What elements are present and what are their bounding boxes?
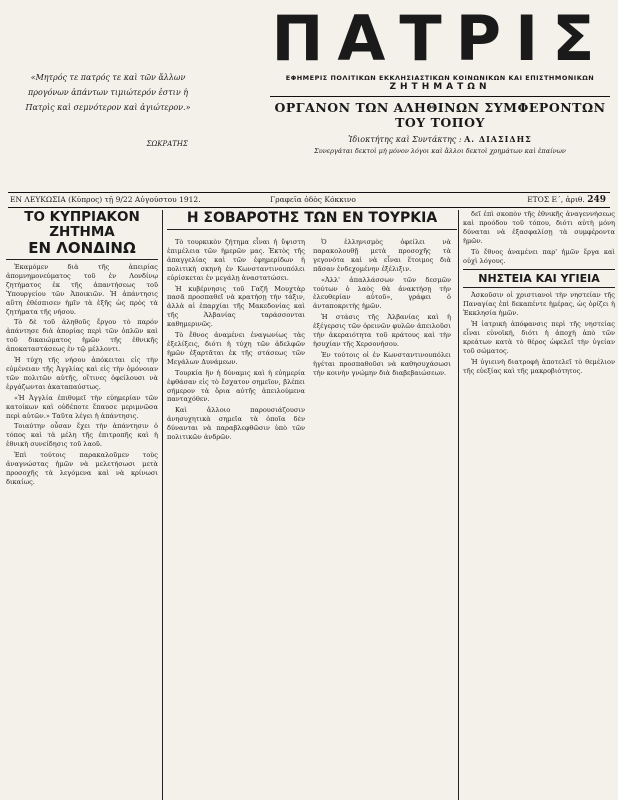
paragraph: Ἐν τούτοις οἱ ἐν Κωνσταντινουπόλει ἡγέται προσπαθοῦσι νὰ καθησυχάσωσι τὴν κοινὴν γνώμην διὰ διαβεβαιώσεων. xyxy=(313,350,451,377)
article-body xyxy=(463,291,615,375)
article-subtitle: ΕΝ ΛΟΝΔΙΝΩ xyxy=(28,239,136,257)
paragraph: Ἡ στάσις τῆς Ἀλβανίας καὶ ἡ ἐξέγερσις τῶν ὀρεινῶν φυλῶν ἀπειλοῦσι τὴν ἀκεραιότητα τοῦ κράτους καὶ τὴν ἡσυχίαν τῆς Χερσονήσου. xyxy=(313,313,451,348)
divider xyxy=(6,259,158,260)
article-body-left xyxy=(167,238,305,444)
paragraph: Ἐπὶ τούτοις παρακαλοῦμεν τοὺς ἀναγνώστας ἡμῶν νὰ μελετήσωσι μετὰ προσοχῆς τὰ λεγόμενα καὶ νὰ κρίνωσι δικαίως. xyxy=(6,451,158,486)
paragraph: Τὸ δὲ τοῦ ἀληθοῦς ἔργου τὸ παρόν ἀπάντησε διὰ ἀπορίας περὶ τῶν ὁπλῶν καὶ τοῦ δικαιώματος ἡμῶν τῆς ἐθνικῆς ἀποκαταστάσεως ἐν τῷ μέλλοντι. xyxy=(6,318,158,354)
paragraph: Ἡ κυβέρνησις τοῦ Γαζῆ Μουχτὰρ πασᾶ προσπαθεῖ νὰ κρατήσῃ τὴν τάξιν, ἀλλὰ αἱ ἐπαρχίαι τῆς Μακεδονίας καὶ τῆς Ἀλβανίας ταράσσονται καθημερινῶς. xyxy=(167,284,305,329)
newspaper-title: ΠΑΤΡΙΣ xyxy=(271,2,609,75)
masthead-subtitle-2: ΖΗΤΗΜΑΤΩΝ xyxy=(389,82,491,92)
paragraph: Ἐκαμόμεν διὰ τῆς ἀπειρίας ἀπομνημονεύματος τοῦ ἐν Λονδίνῳ ζητήματος ἐκ τῆς ἀπαντήσεως τοῦ Ὑπουργείου τῶν Ἀποικιῶν. Ἡ ἀπάντησις αὕτη ἐθέσπισεν ἡμῖν τὰ ἑξῆς ὡς πρὸς τὰ ζητήματα τῆς νήσου. xyxy=(6,263,158,316)
masthead-organ: ΟΡΓΑΝΟΝ ΤΩΝ ΑΛΗΘΙΝΩΝ ΣΥΜΦΕΡΟΝΤΩΝ ΤΟΥ ΤΟΠΟΥ xyxy=(270,96,610,130)
article-body-right xyxy=(313,238,451,380)
column-turkey-article xyxy=(162,210,457,800)
paragraph: Τὸ ἔθνος ἀναμένει παρ' ἡμῶν ἔργα καὶ οὐχὶ λόγους. xyxy=(463,247,615,265)
paragraph: «Ἀλλ' ἀπαλλάσσων τῶν δεσμῶν τούτων ὁ λαὸς θὰ ἀνακτήσῃ τὴν ἐλευθερίαν αὐτοῦ», γράφει ὁ ἀνταποκριτὴς ἡμῶν. xyxy=(313,275,451,311)
paragraph: Ἡ ὑγιεινὴ διατροφὴ ἀποτελεῖ τὸ θεμέλιον τῆς εὐεξίας καὶ τῆς μακροβιότητος. xyxy=(463,357,615,375)
masthead-subtitle: ΕΦΗΜΕΡΙΣ ΠΟΛΙΤΙΚΩΝ ΕΚΚΛΗΣΙΑΣΤΙΚΩΝ ΚΟΙΝΩΝΙΚΩΝ ΚΑΙ ΕΠΙΣΤΗΜΟΝΙΚΩΝ xyxy=(285,74,595,82)
paragraph: δεῖ ἐπὶ σκοπὸν τῆς ἐθνικῆς ἀναγεννήσεως καὶ προόδου τοῦ τόπου, διότι αὐτὴ μόνη δύναται νὰ ἐξασφαλίσῃ τὰ συμφέροντα ἡμῶν. xyxy=(463,210,615,245)
article-title: Η ΣΟΒΑΡΟΤΗΣ ΤΩΝ ΕΝ ΤΟΥΡΚΙΑ xyxy=(186,210,438,226)
divider xyxy=(167,229,457,230)
article-body-top xyxy=(463,210,615,265)
issue-number: 249 xyxy=(587,195,606,205)
paragraph: Τὸ τουρκικὸν ζήτημα εἶναι ἡ ὕψιστη ἐπιμέλεια τῶν ἡμερῶν μας. Ἐκτὸς τῆς ἀπαγγελίας καὶ τῶν ἐφημερίδων ἡ πολιτικὴ σκηνὴ ἐν Κωνσταντινουπόλει εὑρίσκεται ἐν μεγάλῃ ἀναστατώσει. xyxy=(167,238,305,282)
dateline-left: ΕΝ ΛΕΥΚΩΣΙΑ (Κύπρος) τῇ 9/22 Αὐγούστου 1912. xyxy=(10,195,201,204)
dateline-center: Γραφεῖα ὁδὸς Κόκκινο xyxy=(270,195,356,204)
editor-label: Ἰδιοκτήτης καὶ Συντάκτης : xyxy=(348,135,462,144)
column-fasting-health xyxy=(458,210,615,800)
dateline-right xyxy=(527,195,606,205)
masthead xyxy=(270,2,610,155)
paragraph: Ἀσκοῦσιν οἱ χριστιανοὶ τὴν νηστείαν τῆς Παναγίας ἐπὶ δεκαπέντε ἡμέρας, ὡς ὁρίζει ἡ Ἐκκλησία ἡμῶν. xyxy=(463,291,615,318)
paragraph: Τουρκία ἣν ἡ δύναμις καὶ ἡ εὐημερία ἐφθάσαν εἰς τὸ ἔσχατον σημεῖον, βλέπει σήμερον τὰ ὅρια αὐτῆς ἀπειλούμενα πανταχόθεν. xyxy=(167,368,305,404)
column-cyprus-question xyxy=(6,210,158,800)
issue-prefix: ΕΤΟΣ Ε΄, ἀριθ. xyxy=(527,195,585,204)
motto-quote: «Μητρός τε πατρός τε καὶ τῶν ἄλλων προγόνων ἁπάντων τιμιώτερόν ἐστιν ἡ Πατρὶς καὶ σεμνότερον καὶ ἁγιώτερον.» xyxy=(25,73,191,112)
masthead-editor xyxy=(270,134,610,144)
masthead-note: Συνεργάται δεκτοὶ μὴ μόνον λόγοι καὶ ἄλλοι δεκτοὶ χρημάτων καὶ ἐπαίνων xyxy=(314,147,566,155)
paragraph: «Ἡ Ἀγγλία ἐπιθυμεῖ τὴν εὐημερίαν τῶν κατοίκων καὶ οὐδέποτε ἔπαυσε μεριμνῶσα περὶ αὐτῶν.» Ταῦτα λέγει ἡ ἀπάντησις. xyxy=(6,393,158,420)
article-body xyxy=(6,263,158,487)
article-title: ΤΟ ΚΥΠΡΙΑΚΟΝ ΖΗΤΗΜΑ xyxy=(24,210,140,240)
motto-signature: ΣΩΚΡΑΤΗΣ xyxy=(146,140,188,148)
dateline xyxy=(8,192,610,208)
paragraph: Ἡ ἰατρικὴ ἀπόφανσις περὶ τῆς νηστείας εἶναι εὐνοϊκή, διότι ἡ ἀποχὴ ἀπὸ τῶν κρεάτων κατὰ τὸ θέρος ὠφελεῖ τὴν ὑγείαν τοῦ σώματος. xyxy=(463,320,615,355)
section-heading: ΝΗΣΤΕΙΑ ΚΑΙ ΥΓΙΕΙΑ xyxy=(463,269,615,288)
editor-name: Α. ΔΙΑΣΙΔΗΣ xyxy=(464,134,532,144)
paragraph: Ὁ ἑλληνισμὸς ὀφείλει νὰ παρακολουθῇ μετὰ προσοχῆς τὰ γεγονότα καὶ νὰ εἶναι ἕτοιμος διὰ πᾶσαν ἐνδεχομένην ἐξέλιξιν. xyxy=(313,238,451,273)
paragraph: Ἡ τύχη τῆς νήσου ἀπόκειται εἰς τὴν εὐμένειαν τῆς Ἀγγλίας καὶ εἰς τὴν ὁμόνοιαν τῶν πολιτῶν αὐτῆς, οἵτινες ὀφείλουσι νὰ ἐργάζωνται ἀκαταπαύστως. xyxy=(6,356,158,391)
paragraph: Τοιαύτην οὖσαν ἔχει τὴν ἀπάντησιν ὁ τόπος καὶ τὰ μέλη τῆς ἐπιτροπῆς καὶ ἡ ἐθνικὴ συνείδησις τοῦ λαοῦ. xyxy=(6,422,158,449)
paragraph: Τὸ ἔθνος ἀναμένει ἐναγωνίως τὰς ἐξελίξεις, διότι ἡ τύχη τῶν ἀδελφῶν ἡμῶν ἐξαρτᾶται ἐκ τῆς στάσεως τῶν Μεγάλων Δυνάμεων. xyxy=(167,331,305,366)
paragraph: Καὶ ἄλλοιο παρουσιάζουσιν ἀνησυχητικὰ σημεῖα τὰ ὁποῖα δὲν δύνανται νὰ παραβλεφθῶσιν ὑπὸ τῶν πολιτικῶν ἀνδρῶν. xyxy=(167,406,305,442)
